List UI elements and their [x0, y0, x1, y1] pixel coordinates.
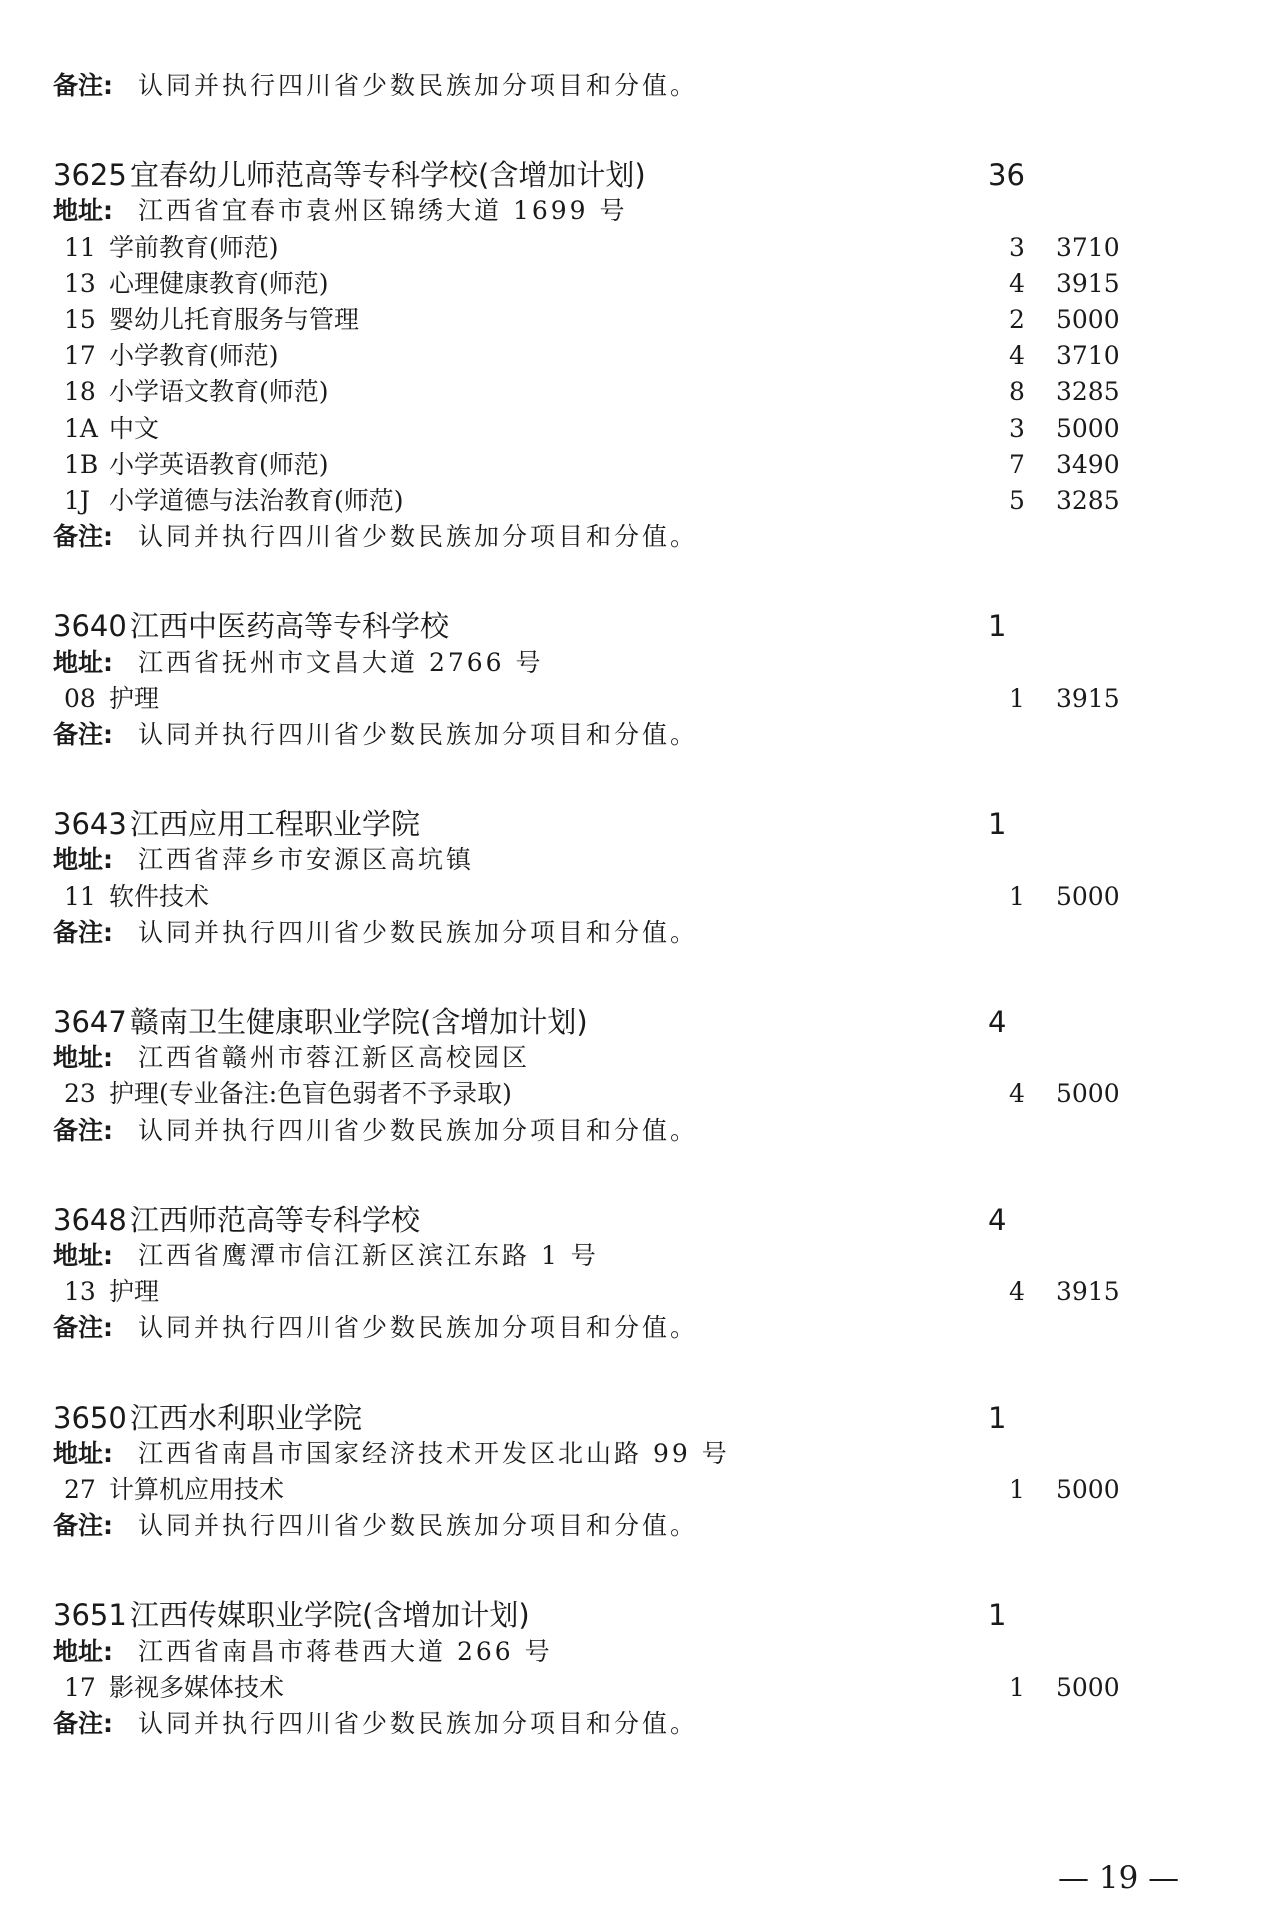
- school-name: 江西师范高等专科学校: [130, 1202, 421, 1237]
- school-plan-total: 4: [988, 1202, 1007, 1237]
- major-name: 心理健康教育(师范): [109, 268, 329, 298]
- school-note-row: [0, 1508, 1270, 1544]
- major-tuition: 3915: [1056, 268, 1120, 298]
- page-number: — 19 —: [1058, 1860, 1180, 1896]
- school-note-row: [0, 915, 1270, 951]
- school-header: [0, 157, 1270, 193]
- school-note-row: [0, 717, 1270, 753]
- school-plan-total: 1: [988, 807, 1007, 842]
- major-plan-count: 1: [1009, 1672, 1025, 1702]
- major-name: 中文: [109, 413, 160, 443]
- address-label: 地址:: [53, 196, 113, 226]
- school-name: 宜春幼儿师范高等专科学校(含增加计划): [130, 158, 646, 193]
- note-label: 备注:: [53, 1511, 113, 1541]
- school-header: [0, 1400, 1270, 1436]
- note-label: 备注:: [53, 522, 113, 552]
- note-text: 认同并执行四川省少数民族加分项目和分值。: [138, 720, 699, 749]
- note-text: 认同并执行四川省少数民族加分项目和分值。: [138, 522, 699, 552]
- major-code: 18: [64, 377, 96, 407]
- major-row: [0, 1274, 1270, 1310]
- major-tuition: 5000: [1056, 1672, 1120, 1702]
- major-name: 婴幼儿托育服务与管理: [109, 305, 360, 334]
- school-code: 3648: [53, 1202, 127, 1237]
- note-label: 备注:: [53, 1313, 113, 1343]
- major-row: [0, 374, 1270, 410]
- major-code: 08: [64, 683, 96, 713]
- school-header: [0, 806, 1270, 842]
- school-note-row: [0, 1706, 1270, 1742]
- major-name: 小学道德与法治教育(师范): [109, 486, 404, 515]
- address-text: 江西省萍乡市安源区高坑镇: [138, 845, 475, 875]
- major-name: 学前教育(师范): [109, 232, 279, 262]
- address-label: 地址:: [53, 1241, 113, 1270]
- major-name: 护理: [109, 1277, 160, 1307]
- major-row: [0, 338, 1270, 374]
- note-label: 备注:: [53, 720, 113, 749]
- address-text: 江西省南昌市国家经济技术开发区北山路 99 号: [138, 1438, 730, 1468]
- major-code: 1J: [64, 486, 90, 515]
- address-label: 地址:: [53, 647, 113, 677]
- school-address-row: [0, 1436, 1270, 1472]
- major-plan-count: 1: [1009, 683, 1025, 713]
- school-code: 3640: [53, 609, 127, 644]
- major-tuition: 3710: [1056, 341, 1120, 371]
- major-code: 1A: [64, 413, 98, 443]
- major-name: 小学教育(师范): [109, 341, 279, 371]
- address-text: 江西省南昌市蒋巷西大道 266 号: [138, 1636, 553, 1666]
- school-header: [0, 1202, 1270, 1238]
- major-code: 13: [64, 268, 96, 298]
- major-name: 影视多媒体技术: [109, 1672, 285, 1702]
- major-plan-count: 1: [1009, 1475, 1025, 1504]
- school-address-row: [0, 193, 1270, 229]
- major-row: [0, 411, 1270, 447]
- school-address-row: [0, 1238, 1270, 1274]
- major-row: [0, 447, 1270, 483]
- major-row: [0, 1670, 1270, 1706]
- school-plan-total: 4: [988, 1005, 1007, 1039]
- address-text: 江西省鹰潭市信江新区滨江东路 1 号: [138, 1241, 599, 1270]
- note-text: 认同并执行四川省少数民族加分项目和分值。: [138, 1313, 699, 1343]
- school-code: 3643: [53, 807, 127, 842]
- school-name: 赣南卫生健康职业学院(含增加计划): [130, 1005, 588, 1039]
- major-tuition: 3710: [1056, 232, 1120, 262]
- major-plan-count: 4: [1009, 341, 1025, 371]
- major-code: 13: [64, 1277, 96, 1307]
- address-label: 地址:: [53, 845, 113, 875]
- address-label: 地址:: [53, 1043, 113, 1073]
- major-plan-count: 5: [1009, 486, 1025, 515]
- major-row: [0, 266, 1270, 302]
- school-address-row: [0, 1040, 1270, 1076]
- major-tuition: 5000: [1056, 413, 1120, 443]
- major-name: 护理(专业备注:色盲色弱者不予录取): [109, 1079, 512, 1109]
- note-label: 备注:: [53, 1709, 113, 1738]
- major-code: 11: [64, 881, 96, 911]
- major-row: [0, 1472, 1270, 1508]
- school-note-row: [0, 1310, 1270, 1346]
- major-code: 27: [64, 1475, 96, 1504]
- major-plan-count: 8: [1009, 377, 1025, 407]
- school-plan-total: 36: [988, 158, 1025, 193]
- school-note-row: [0, 1113, 1270, 1149]
- address-text: 江西省抚州市文昌大道 2766 号: [138, 647, 544, 677]
- major-tuition: 3915: [1056, 1277, 1120, 1307]
- major-code: 1B: [64, 449, 99, 479]
- school-name: 江西传媒职业学院(含增加计划): [130, 1598, 530, 1633]
- school-header: [0, 608, 1270, 644]
- school-address-row: [0, 842, 1270, 878]
- major-name: 小学英语教育(师范): [109, 449, 329, 479]
- major-row: [0, 230, 1270, 266]
- major-row: [0, 302, 1270, 338]
- school-code: 3647: [53, 1005, 127, 1039]
- major-tuition: 5000: [1056, 1079, 1120, 1109]
- school-header: [0, 1004, 1270, 1040]
- school-plan-total: 1: [988, 1598, 1007, 1633]
- note-text: 认同并执行四川省少数民族加分项目和分值。: [138, 1511, 699, 1541]
- school-code: 3625: [53, 158, 127, 193]
- major-tuition: 3915: [1056, 683, 1120, 713]
- major-row: [0, 483, 1270, 519]
- major-row: [0, 681, 1270, 717]
- note-label: 备注:: [53, 917, 113, 947]
- major-name: 护理: [109, 683, 160, 713]
- top-note-row: [0, 68, 1270, 104]
- major-plan-count: 1: [1009, 881, 1025, 911]
- note-text: 认同并执行四川省少数民族加分项目和分值。: [138, 1115, 699, 1145]
- note-text: 认同并执行四川省少数民族加分项目和分值。: [138, 71, 699, 100]
- school-note-row: [0, 519, 1270, 555]
- note-label: 备注:: [53, 71, 113, 100]
- major-code: 23: [64, 1079, 96, 1109]
- school-header: [0, 1597, 1270, 1633]
- major-code: 17: [64, 341, 96, 371]
- major-plan-count: 4: [1009, 1079, 1025, 1109]
- major-plan-count: 3: [1009, 232, 1025, 262]
- school-address-row: [0, 645, 1270, 681]
- major-plan-count: 4: [1009, 1277, 1025, 1307]
- address-text: 江西省宜春市袁州区锦绣大道 1699 号: [138, 196, 628, 226]
- school-code: 3651: [53, 1598, 127, 1633]
- major-code: 17: [64, 1672, 96, 1702]
- school-code: 3650: [53, 1400, 127, 1435]
- note-text: 认同并执行四川省少数民族加分项目和分值。: [138, 1709, 699, 1738]
- major-name: 软件技术: [109, 881, 210, 911]
- major-code: 11: [64, 232, 96, 262]
- major-plan-count: 7: [1009, 449, 1025, 479]
- major-tuition: 5000: [1056, 1475, 1120, 1504]
- address-text: 江西省赣州市蓉江新区高校园区: [138, 1043, 531, 1073]
- major-code: 15: [64, 305, 96, 334]
- major-plan-count: 2: [1009, 305, 1025, 334]
- note-label: 备注:: [53, 1115, 113, 1145]
- school-name: 江西应用工程职业学院: [130, 807, 421, 842]
- school-plan-total: 1: [988, 609, 1007, 644]
- major-tuition: 5000: [1056, 881, 1120, 911]
- major-plan-count: 3: [1009, 413, 1025, 443]
- major-name: 计算机应用技术: [109, 1475, 285, 1504]
- major-name: 小学语文教育(师范): [109, 377, 329, 407]
- major-tuition: 3490: [1056, 449, 1120, 479]
- address-label: 地址:: [53, 1636, 113, 1666]
- school-name: 江西中医药高等专科学校: [130, 609, 450, 644]
- major-tuition: 3285: [1056, 486, 1120, 515]
- major-tuition: 3285: [1056, 377, 1120, 407]
- major-row: [0, 879, 1270, 915]
- major-row: [0, 1076, 1270, 1112]
- address-label: 地址:: [53, 1438, 113, 1468]
- major-plan-count: 4: [1009, 268, 1025, 298]
- major-tuition: 5000: [1056, 305, 1120, 334]
- school-name: 江西水利职业学院: [130, 1400, 363, 1435]
- school-plan-total: 1: [988, 1400, 1007, 1435]
- school-address-row: [0, 1634, 1270, 1670]
- note-text: 认同并执行四川省少数民族加分项目和分值。: [138, 917, 699, 947]
